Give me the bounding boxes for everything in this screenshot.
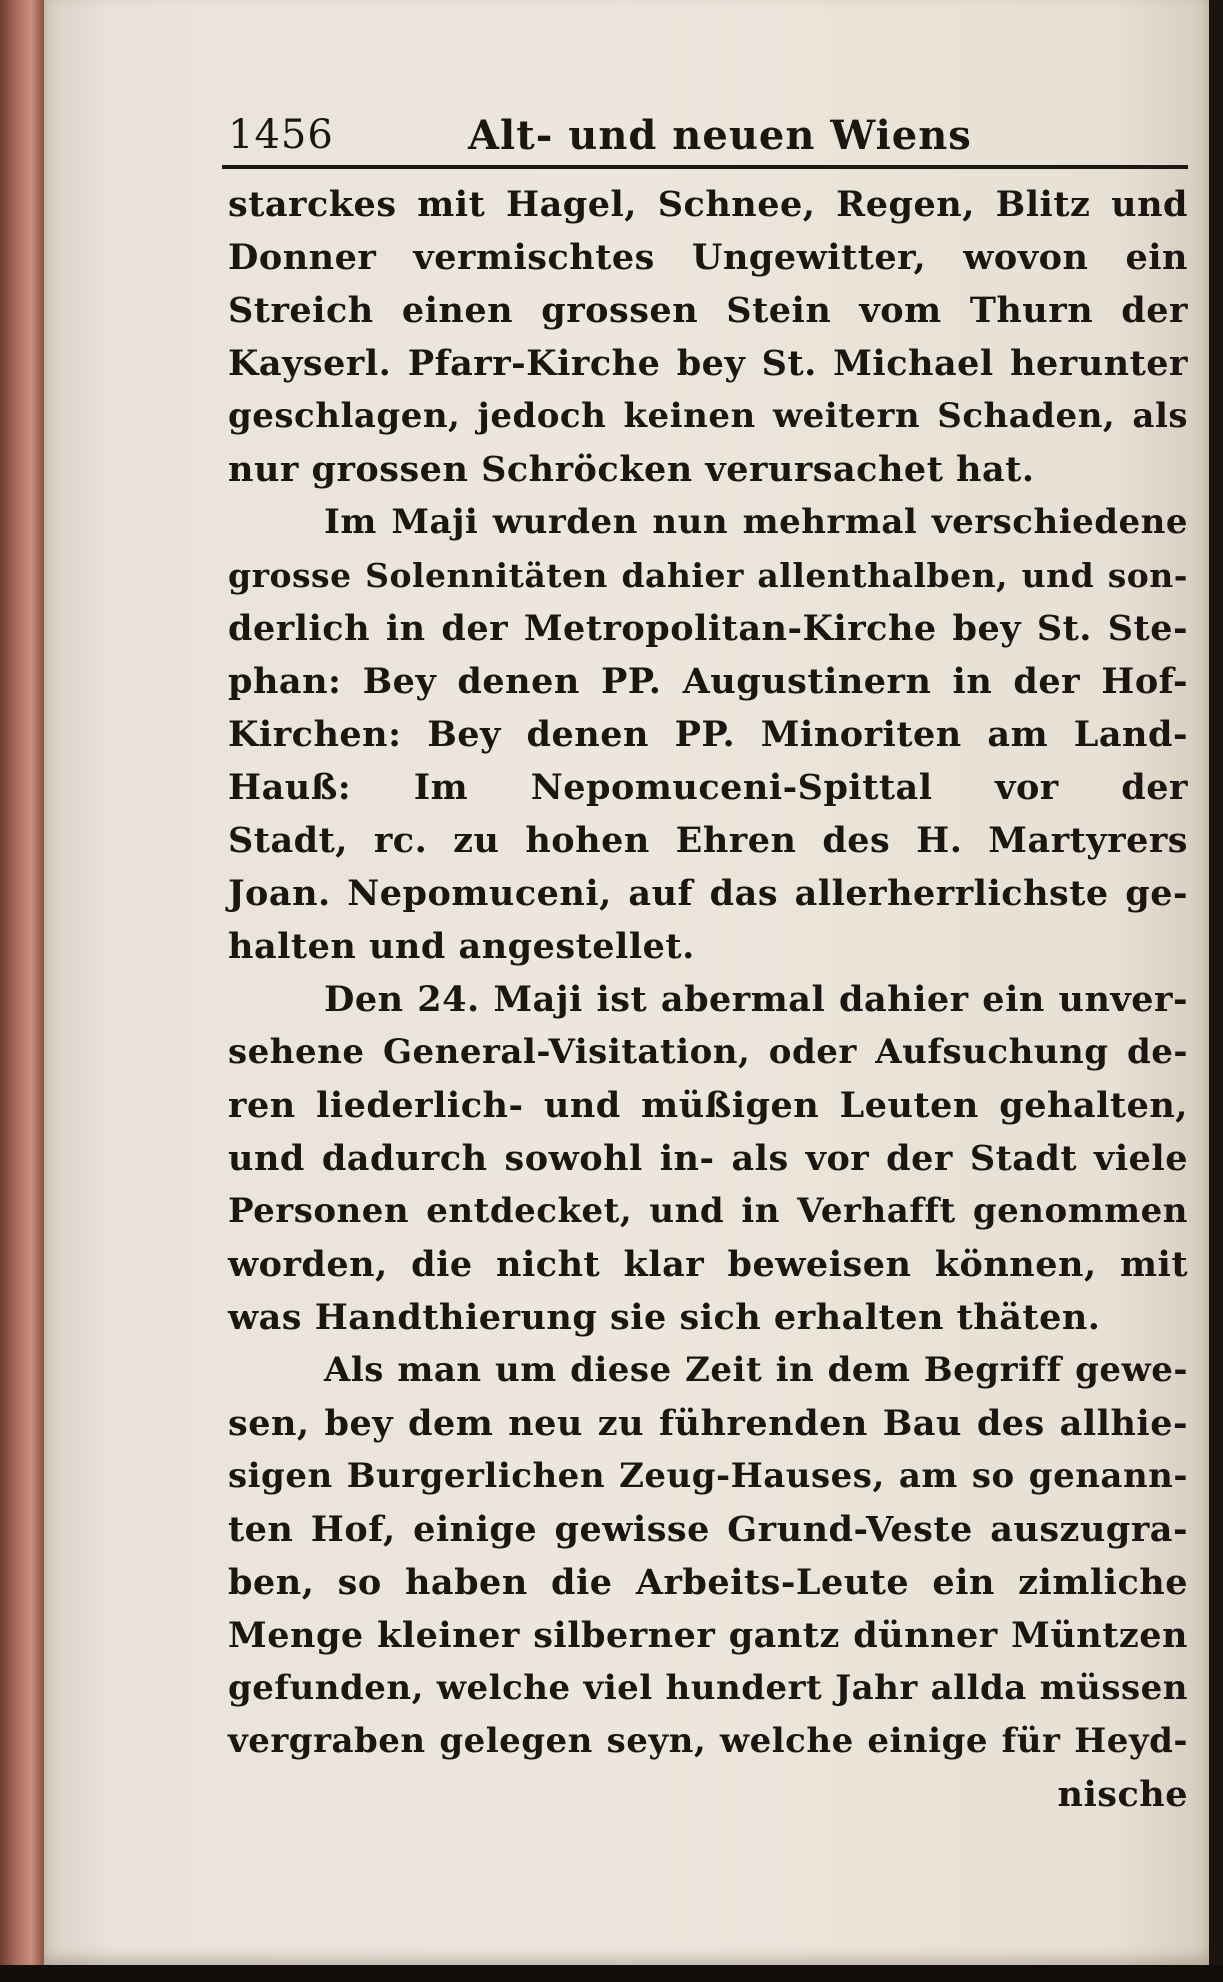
text-line: worden, die nicht klar beweisen können, mit [228,1244,1188,1285]
page-number: 1456 [228,112,334,158]
text-line: sehene General-Visitation, oder Aufsuchung de- [228,1032,1188,1072]
text-line: phan: Bey denen PP. Augustinern in der Hof- [228,661,1188,702]
text-line: Hauß: Im Nepomuceni-Spittal vor der [228,767,1188,808]
text-line: halten und angestellet. [228,926,695,967]
text-line: nur grossen Schröcken verursachet hat. [228,449,1035,490]
page-edge [0,0,44,1982]
text-line: Als man um diese Zeit in dem Begriff gewe- [324,1350,1188,1390]
text-line: was Handthierung sie sich erhalten thäten. [228,1297,1101,1338]
text-line: Personen entdecket, und in Verhafft genommen [228,1191,1188,1231]
text-line: grosse Solennitäten dahier allenthalben, und son- [228,556,1188,595]
text-line: Menge kleiner silberner gantz dünner Müntzen [228,1615,1188,1656]
text-line: Streich einen grossen Stein vom Thurn der [228,290,1188,331]
text-line: Den 24. Maji ist abermal dahier ein unver- [324,979,1188,1020]
text-line: Im Maji wurden nun mehrmal verschiedene [324,502,1188,542]
running-head [228,112,1188,164]
text-line: Kayserl. Pfarr-Kirche bey St. Michael herunter [228,343,1188,384]
catchword: nische [1057,1774,1188,1815]
text-line: Stadt, rc. zu hohen Ehren des H. Martyrers [228,820,1188,861]
body-text [228,178,1188,1821]
text-line: ten Hof, einige gewisse Grund-Veste auszugra- [228,1509,1188,1550]
text-line: und dadurch sowohl in- als vor der Stadt viele [228,1138,1188,1179]
text-line: derlich in der Metropolitan-Kirche bey St. Ste- [228,608,1188,649]
text-line: Kirchen: Bey denen PP. Minoriten am Land- [228,714,1188,755]
text-line: sigen Burgerlichen Zeug-Hauses, am so genann- [228,1456,1188,1496]
text-line: starckes mit Hagel, Schnee, Regen, Blitz und [228,184,1188,225]
text-line: sen, bey dem neu zu führenden Bau des allhie- [228,1403,1188,1444]
text-line: Donner vermischtes Ungewitter, wovon ein [228,237,1188,278]
page-right-shadow [1209,0,1223,1982]
text-line: gefunden, welche viel hundert Jahr allda müssen [228,1668,1188,1708]
text-line: ben, so haben die Arbeits-Leute ein zimliche [228,1562,1188,1603]
page-bottom-shadow [0,1965,1223,1982]
text-line: vergraben gelegen seyn, welche einige für Heyd- [228,1721,1188,1761]
running-title: Alt- und neuen Wiens [468,112,972,159]
text-line: Joan. Nepomuceni, auf das allerherrlichste ge- [228,873,1188,914]
header-rule [222,165,1188,169]
text-line: geschlagen, jedoch keinen weitern Schaden, als [228,396,1188,436]
text-line: ren liederlich- und müßigen Leuten gehalten, [228,1085,1188,1126]
